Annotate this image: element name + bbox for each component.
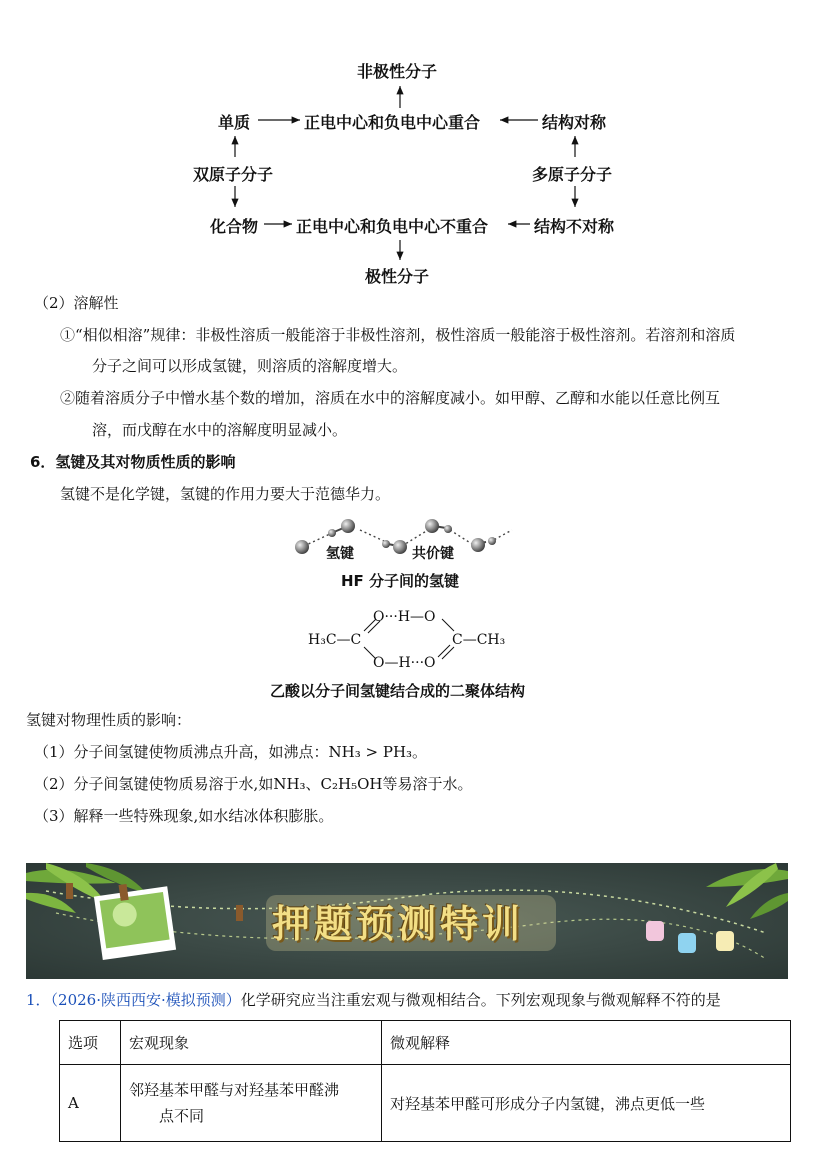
dimer-bottom-link: O—H···O — [373, 655, 436, 671]
macro-cell — [121, 1065, 382, 1142]
hf-label-covalent: 共价键 — [412, 546, 454, 562]
flow-diatomic: 双原子分子 — [193, 165, 274, 184]
table-header-cell: 微观解释 — [382, 1021, 791, 1065]
flow-symmetric: 结构对称 — [542, 113, 607, 132]
question-stem: 化学研究应当注重宏观与微观相结合。下列宏观现象与微观解释不符的是 — [240, 991, 721, 1009]
clothespin-icon — [236, 905, 243, 921]
hf-atom — [444, 525, 452, 533]
solubility-item1-line2: 分子之间可以形成氢键，则溶质的溶解度增大。 — [92, 357, 408, 375]
table-header-cell: 宏观现象 — [121, 1021, 382, 1065]
flow-simple-substance: 单质 — [218, 113, 251, 132]
flow-asymmetric: 结构不对称 — [534, 217, 615, 236]
hf-chain-diagram — [290, 512, 520, 564]
banner-title: 押题预测特训 — [272, 902, 525, 946]
flow-polyatomic: 多原子分子 — [532, 165, 613, 184]
hf-label-hbond: 氢键 — [326, 546, 354, 562]
flow-compound: 化合物 — [210, 217, 259, 236]
hf-atom — [393, 540, 407, 554]
hf-atom — [382, 540, 390, 548]
flow-charge-coincide: 正电中心和负电中心重合 — [304, 113, 481, 132]
question-number: 1． — [26, 991, 51, 1009]
dimer-caption: 乙酸以分子间氢键结合成的二聚体结构 — [270, 682, 526, 700]
hf-caption: HF 分子间的氢键 — [341, 572, 460, 590]
hbond-intro: 氢键不是化学键，氢键的作用力要大于范德华力。 — [60, 485, 391, 503]
macro-line2: 点不同 — [159, 1107, 205, 1125]
effect-2: （2）分子间氢键使物质易溶于水,如NH₃、C₂H₅OH等易溶于水。 — [34, 775, 473, 793]
dimer-top-link: O···H—O — [373, 609, 436, 625]
solubility-item1-line1: ①“相似相溶”规律：非极性溶质一般能溶于非极性溶剂，极性溶质一般能溶于极性溶剂。若溶剂和溶质 — [60, 326, 736, 344]
hf-atom — [341, 519, 355, 533]
table-header-cell: 选项 — [60, 1021, 121, 1065]
hf-atom — [328, 529, 336, 537]
micro-cell: 对羟基苯甲醛可形成分子内氢键，沸点更低一些 — [382, 1065, 791, 1142]
clothespin-icon — [66, 883, 73, 899]
effect-3: （3）解释一些特殊现象,如水结冰体积膨胀。 — [34, 807, 334, 825]
hf-atom — [471, 538, 485, 552]
solubility-item2-line2: 溶，而戊醇在水中的溶解度明显减小。 — [92, 421, 348, 439]
flow-arrows — [0, 0, 823, 300]
solubility-heading: （2）溶解性 — [34, 294, 119, 312]
table-header-row — [60, 1021, 791, 1065]
dimer-left-group: H₃C—C — [308, 632, 362, 648]
hf-atom — [295, 540, 309, 554]
solubility-item2-line1: ②随着溶质分子中憎水基个数的增加，溶质在水中的溶解度减小。如甲醇、乙醇和水能以任意比例互 — [60, 389, 721, 407]
dimer-right-group: C—CH₃ — [452, 632, 506, 648]
flow-bottom-polar: 极性分子 — [365, 267, 430, 286]
question-source: （2026·陕西西安·模拟预测） — [50, 991, 241, 1009]
effects-heading: 氢键对物理性质的影响： — [26, 711, 192, 729]
macro-line1: 邻羟基苯甲醛与对羟基苯甲醛沸 — [129, 1081, 340, 1099]
question-line — [26, 990, 721, 1010]
option-cell: A — [60, 1065, 121, 1142]
practice-banner — [26, 863, 788, 979]
answer-table — [59, 1020, 791, 1142]
flow-charge-not-coincide: 正电中心和负电中心不重合 — [296, 217, 489, 236]
effect-1: （1）分子间氢键使物质沸点升高，如沸点：NH₃ > PH₃。 — [34, 743, 428, 761]
hbond-heading: 6．氢键及其对物质性质的影响 — [30, 453, 236, 471]
hf-atom — [488, 537, 496, 545]
hf-atom — [425, 519, 439, 533]
table-row — [60, 1065, 791, 1142]
flow-top-nonpolar: 非极性分子 — [357, 62, 438, 81]
